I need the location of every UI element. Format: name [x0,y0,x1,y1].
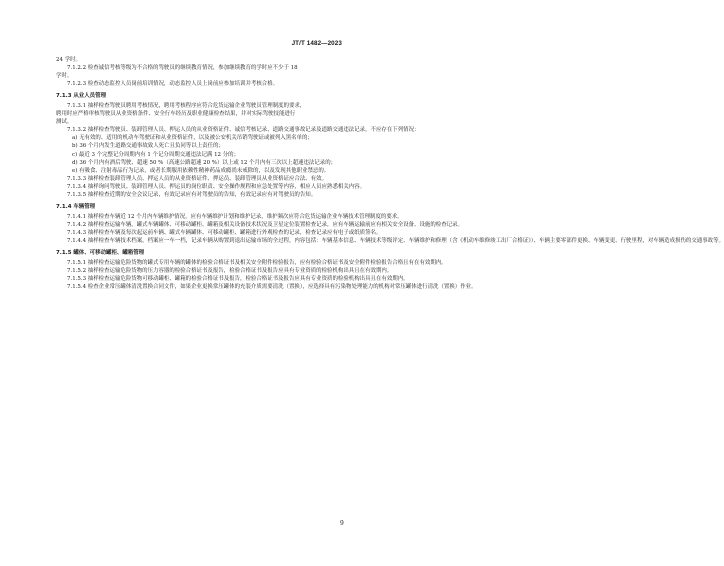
text-line: 7.1.2.3 检查动态监控人员岗前培训情况，动态监控人员上岗前应参加培训并考核合格。 [67,81,279,88]
section-heading: 7.1.5 罐体、可移动罐柜、罐箱管理 [56,250,145,257]
text-line: 7.1.3.4 抽样询问驾驶员、装卸管理人员、押运员的岗位职责、安全操作规程和应急处置等内容，相应人员应熟悉相关内容。 [67,183,366,190]
text-line: 7.1.4.3 抽样检查车辆及每次起运前车辆、罐式车辆罐体、可移动罐柜、罐箱进行外观检查的记录，检查记录应有电子或纸质签名。 [67,229,382,236]
text-line: 7.1.2.2 检查诚信考核等级为不合格的驾驶员的继续教育情况，参加继续教育的学时应不少于 18 [67,65,298,72]
text-line: 7.1.3.5 抽样检查近期的安全会议记录，有效记录应有对驾驶员的告知，有效记录应有对驾驶员的告知。 [67,191,317,198]
text-line: 7.1.4.2 抽样检查运输车辆，罐式车辆罐体、可移动罐柜、罐箱及相关设备技术状况及卫星定位装置检查记录，应有车辆运输前应有相关安全设备、设施的检查记录。 [67,221,463,228]
text-line: 聘用时应严格审核驾驶员从业资格条件、安全行车经历及职业健康检查结果，并对实际驾驶技能进行 [56,111,296,118]
section-heading: 7.1.4 车辆管理 [56,203,96,210]
spacer [56,245,349,247]
text-line: e) 有吸食、注射毒品行为记录，或者长期服用依赖性精神药品成瘾尚未戒除的，以及发现其他职业禁忌的。 [72,167,330,174]
text-line: 7.1.4.1 抽样检查车辆近 12 个月内车辆维护情况，应有车辆维护计划和维护记录，维护频次应符合危货运输企业车辆技术管理制度的要求。 [67,213,403,220]
text-line: 24 学时。 [56,57,81,63]
text-line: 7.1.4.4 抽样检查车辆技术档案，档案应一车一档，记录车辆从购置到退出运输市场的全过程，内容包括：车辆基本信息、车辆技术等级评定、车辆维护和修理（含《机动车维修竣工出厂合格证》）、车辆主要零部件更换、车辆变更、行驶里程，对车辆造成损伤的交通事故等。 [67,237,724,244]
section-heading: 7.1.3 从业人员管理 [56,93,107,100]
text-line: b) 36 个月内发生道路交通事故致人死亡且负同等以上责任的； [72,143,224,150]
text-line: 7.1.5.2 抽样检查运输危险货物的压力容器的检验合格证书及报告，检验合格证书及报告应具有专业资质的检验机构出具且在有效期内。 [67,268,393,275]
page-number: 9 [340,520,344,527]
text-line: 学时。 [56,73,73,80]
text-line: 测试。 [56,119,73,126]
text-line: 7.1.5.3 抽样检查运输危险货物可移动罐柜、罐箱的检验合格证书及报告，检验合格证书及报告应具有专业资质的检验机构出具且在有效期内。 [67,276,409,283]
text-line: a) 无有效的、适用的机动车驾驶证和从业资格证件，以及被公安机关吊销驾驶证或被列入黑名单的； [72,135,313,142]
text-line: c) 最近 3 个完整记分周期内有 1 个记分周期交通违法记满 12 分的； [72,151,240,158]
text-line: 7.1.3.2 抽样检查驾驶员、装卸管理人员、押运人员的从业资格证件、诚信考核记录、道路交通事故记录及道路交通违法记录，不应存在下列情况： [67,127,420,134]
spacer [56,88,349,90]
text-line: 7.1.3.1 抽样检查驾驶员聘用考核情况，聘用考核程序应符合危货运输企业驾驶员管理制度的要求， [67,103,306,110]
text-line: 7.1.5.4 检查企业常压罐体清洗置换合同文件，如果企业更换常压罐体的充装介质需要清洗（置换），应选择具有污染物处理能力的机构对常压罐体进行清洗（置换）作业。 [67,284,477,291]
text-line: 7.1.5.1 抽样检查运输危险货物的罐式专用车辆的罐体的检验合格证书及相关安全附件检验报告，应有检验合格证书及安全附件检验报告合格且有在有效期内。 [67,260,447,267]
document-body [56,56,724,291]
standard-number: JT/T 1482—2023 [291,40,342,47]
text-line: d) 36 个月内有酒后驾驶、超速 50 %（高速公路超速 20 %）以上或 12 个月内有三次以上超速违法记录的； [72,159,337,166]
spacer [56,199,349,201]
text-line: 7.1.3.3 抽样检查装卸管理人员、押运人员的从业资格证件、押运员、装卸管理员从业资格证应合法、有效。 [67,175,328,182]
